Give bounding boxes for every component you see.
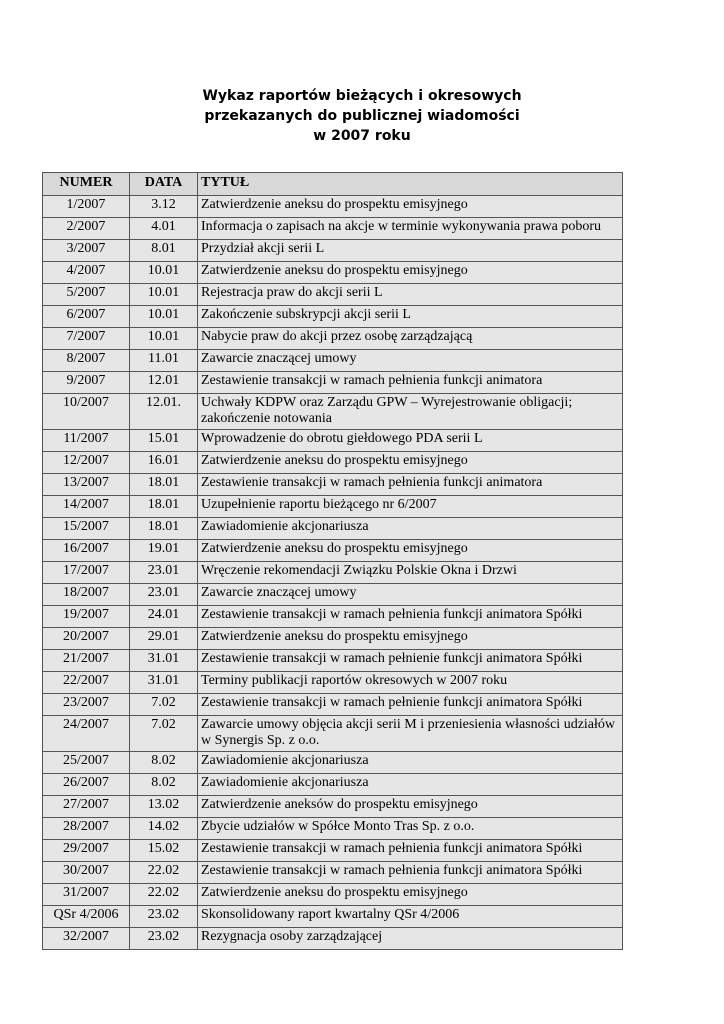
cell-data: 12.01 xyxy=(130,372,198,394)
reports-table xyxy=(42,172,623,950)
table-row xyxy=(43,328,623,350)
cell-tytul: Zestawienie transakcji w ramach pełnienia funkcji animatora xyxy=(198,372,623,394)
cell-data: 10.01 xyxy=(130,284,198,306)
cell-data: 10.01 xyxy=(130,306,198,328)
table-row xyxy=(43,430,623,452)
table-row xyxy=(43,562,623,584)
cell-data: 8.02 xyxy=(130,774,198,796)
cell-numer: 12/2007 xyxy=(43,452,130,474)
cell-numer: 22/2007 xyxy=(43,672,130,694)
cell-tytul: Zatwierdzenie aneksu do prospektu emisyjnego xyxy=(198,540,623,562)
cell-numer: 1/2007 xyxy=(43,196,130,218)
cell-tytul: Zatwierdzenie aneksu do prospektu emisyjnego xyxy=(198,628,623,650)
table-row xyxy=(43,518,623,540)
cell-numer: 11/2007 xyxy=(43,430,130,452)
table-row xyxy=(43,474,623,496)
cell-numer: 28/2007 xyxy=(43,818,130,840)
cell-tytul: Przydział akcji serii L xyxy=(198,240,623,262)
cell-numer: 21/2007 xyxy=(43,650,130,672)
cell-numer: 31/2007 xyxy=(43,884,130,906)
table-row xyxy=(43,606,623,628)
cell-tytul: Zestawienie transakcji w ramach pełnienia funkcji animatora Spółki xyxy=(198,606,623,628)
cell-tytul: Zbycie udziałów w Spółce Monto Tras Sp. z o.o. xyxy=(198,818,623,840)
table-row xyxy=(43,218,623,240)
header-tytul: TYTUŁ xyxy=(198,173,623,196)
cell-numer: 32/2007 xyxy=(43,928,130,950)
cell-tytul: Skonsolidowany raport kwartalny QSr 4/2006 xyxy=(198,906,623,928)
table-row xyxy=(43,628,623,650)
cell-tytul: Zawarcie znaczącej umowy xyxy=(198,584,623,606)
cell-data: 8.01 xyxy=(130,240,198,262)
cell-numer: 26/2007 xyxy=(43,774,130,796)
cell-tytul: Zatwierdzenie aneksu do prospektu emisyjnego xyxy=(198,262,623,284)
table-row xyxy=(43,906,623,928)
cell-tytul: Uzupełnienie raportu bieżącego nr 6/2007 xyxy=(198,496,623,518)
cell-numer: 8/2007 xyxy=(43,350,130,372)
cell-data: 15.01 xyxy=(130,430,198,452)
cell-numer: 2/2007 xyxy=(43,218,130,240)
cell-tytul: Zawiadomienie akcjonariusza xyxy=(198,774,623,796)
cell-numer: 24/2007 xyxy=(43,716,130,752)
table-row xyxy=(43,496,623,518)
cell-data: 23.02 xyxy=(130,906,198,928)
cell-numer: 27/2007 xyxy=(43,796,130,818)
cell-data: 16.01 xyxy=(130,452,198,474)
cell-tytul: Nabycie praw do akcji przez osobę zarządzającą xyxy=(198,328,623,350)
table-row xyxy=(43,650,623,672)
cell-data: 10.01 xyxy=(130,262,198,284)
cell-tytul: Zawarcie umowy objęcia akcji serii M i przeniesienia własności udziałów w Synergis Sp. z o.o. xyxy=(198,716,623,752)
table-row xyxy=(43,774,623,796)
table-row xyxy=(43,840,623,862)
table-row xyxy=(43,350,623,372)
table-row xyxy=(43,928,623,950)
cell-tytul: Rejestracja praw do akcji serii L xyxy=(198,284,623,306)
cell-numer: 4/2007 xyxy=(43,262,130,284)
cell-data: 13.02 xyxy=(130,796,198,818)
cell-data: 18.01 xyxy=(130,474,198,496)
table-row xyxy=(43,306,623,328)
cell-data: 8.02 xyxy=(130,752,198,774)
title-line: w 2007 roku xyxy=(313,128,411,144)
cell-tytul: Zawiadomienie akcjonariusza xyxy=(198,752,623,774)
cell-numer: 18/2007 xyxy=(43,584,130,606)
cell-numer: 5/2007 xyxy=(43,284,130,306)
cell-tytul: Zatwierdzenie aneksu do prospektu emisyjnego xyxy=(198,884,623,906)
table-row xyxy=(43,818,623,840)
table-row xyxy=(43,452,623,474)
cell-numer: 14/2007 xyxy=(43,496,130,518)
cell-data: 23.02 xyxy=(130,928,198,950)
cell-tytul: Informacja o zapisach na akcje w terminie wykonywania prawa poboru xyxy=(198,218,623,240)
cell-data: 11.01 xyxy=(130,350,198,372)
table-header-row xyxy=(43,173,623,196)
cell-numer: 25/2007 xyxy=(43,752,130,774)
table-row xyxy=(43,884,623,906)
cell-data: 3.12 xyxy=(130,196,198,218)
cell-data: 29.01 xyxy=(130,628,198,650)
cell-data: 23.01 xyxy=(130,584,198,606)
cell-data: 4.01 xyxy=(130,218,198,240)
table-row xyxy=(43,694,623,716)
cell-numer: QSr 4/2006 xyxy=(43,906,130,928)
cell-numer: 3/2007 xyxy=(43,240,130,262)
cell-data: 31.01 xyxy=(130,672,198,694)
cell-data: 18.01 xyxy=(130,518,198,540)
table-row xyxy=(43,672,623,694)
cell-numer: 7/2007 xyxy=(43,328,130,350)
table-row xyxy=(43,394,623,430)
title-line: przekazanych do publicznej wiadomości xyxy=(204,108,520,124)
header-numer: NUMER xyxy=(43,173,130,196)
cell-data: 22.02 xyxy=(130,862,198,884)
table-body xyxy=(43,196,623,950)
cell-tytul: Uchwały KDPW oraz Zarządu GPW – Wyrejestrowanie obligacji; zakończenie notowania xyxy=(198,394,623,430)
cell-data: 7.02 xyxy=(130,716,198,752)
cell-numer: 10/2007 xyxy=(43,394,130,430)
title-line: Wykaz raportów bieżących i okresowych xyxy=(202,88,522,104)
cell-numer: 6/2007 xyxy=(43,306,130,328)
cell-data: 23.01 xyxy=(130,562,198,584)
cell-data: 15.02 xyxy=(130,840,198,862)
cell-tytul: Zawarcie znaczącej umowy xyxy=(198,350,623,372)
table-row xyxy=(43,584,623,606)
table-row xyxy=(43,372,623,394)
table-row xyxy=(43,716,623,752)
header-data: DATA xyxy=(130,173,198,196)
table-row xyxy=(43,196,623,218)
cell-numer: 29/2007 xyxy=(43,840,130,862)
cell-numer: 13/2007 xyxy=(43,474,130,496)
cell-data: 31.01 xyxy=(130,650,198,672)
cell-tytul: Zestawienie transakcji w ramach pełnienie funkcji animatora Spółki xyxy=(198,694,623,716)
cell-numer: 16/2007 xyxy=(43,540,130,562)
cell-data: 12.01. xyxy=(130,394,198,430)
table-row xyxy=(43,240,623,262)
table-row xyxy=(43,540,623,562)
cell-tytul: Zestawienie transakcji w ramach pełnienia funkcji animatora xyxy=(198,474,623,496)
cell-numer: 20/2007 xyxy=(43,628,130,650)
cell-numer: 15/2007 xyxy=(43,518,130,540)
cell-tytul: Zakończenie subskrypcji akcji serii L xyxy=(198,306,623,328)
cell-tytul: Rezygnacja osoby zarządzającej xyxy=(198,928,623,950)
cell-data: 10.01 xyxy=(130,328,198,350)
document-title xyxy=(0,86,724,146)
table-row xyxy=(43,284,623,306)
cell-data: 22.02 xyxy=(130,884,198,906)
cell-tytul: Zestawienie transakcji w ramach pełnienia funkcji animatora Spółki xyxy=(198,862,623,884)
cell-tytul: Zatwierdzenie aneksu do prospektu emisyjnego xyxy=(198,452,623,474)
cell-tytul: Wprowadzenie do obrotu giełdowego PDA serii L xyxy=(198,430,623,452)
cell-tytul: Zatwierdzenie aneksu do prospektu emisyjnego xyxy=(198,196,623,218)
cell-tytul: Zatwierdzenie aneksów do prospektu emisyjnego xyxy=(198,796,623,818)
cell-data: 18.01 xyxy=(130,496,198,518)
cell-tytul: Wręczenie rekomendacji Związku Polskie Okna i Drzwi xyxy=(198,562,623,584)
cell-numer: 23/2007 xyxy=(43,694,130,716)
cell-data: 24.01 xyxy=(130,606,198,628)
cell-tytul: Zestawienie transakcji w ramach pełnienie funkcji animatora Spółki xyxy=(198,650,623,672)
cell-data: 7.02 xyxy=(130,694,198,716)
cell-tytul: Zawiadomienie akcjonariusza xyxy=(198,518,623,540)
cell-tytul: Zestawienie transakcji w ramach pełnienia funkcji animatora Spółki xyxy=(198,840,623,862)
table-row xyxy=(43,862,623,884)
table-row xyxy=(43,262,623,284)
cell-data: 19.01 xyxy=(130,540,198,562)
cell-numer: 30/2007 xyxy=(43,862,130,884)
cell-tytul: Terminy publikacji raportów okresowych w 2007 roku xyxy=(198,672,623,694)
cell-numer: 17/2007 xyxy=(43,562,130,584)
cell-numer: 9/2007 xyxy=(43,372,130,394)
table-row xyxy=(43,752,623,774)
cell-data: 14.02 xyxy=(130,818,198,840)
table-row xyxy=(43,796,623,818)
cell-numer: 19/2007 xyxy=(43,606,130,628)
